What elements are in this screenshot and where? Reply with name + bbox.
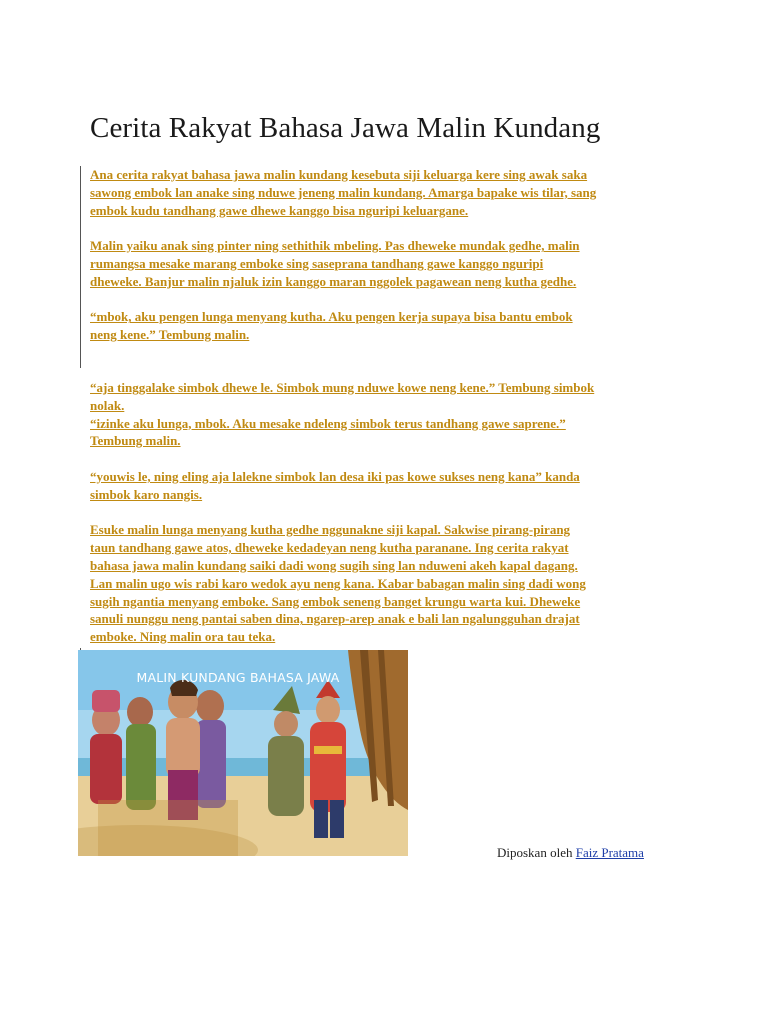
story-paragraph: Ana cerita rakyat bahasa jawa malin kundang kesebuta siji keluarga kere sing awak saka sawong embok lan anake sing nduwe jeneng malin kundang. Amarga bapake wis tilar, sang embok kudu tandhang gawe dhewe kanggo bisa nguripi keluargane. <box>90 167 597 218</box>
story-paragraph: Malin yaiku anak sing pinter ning sethithik mbeling. Pas dheweke mundak gedhe, malin rumangsa mesake marang emboke sing saseprana tandhang gawe kanggo nguripi dheweke. Banjur malin njaluk izin kanggo maran nggolek pagawean neng kutha gedhe. <box>90 238 580 289</box>
story-paragraph: Esuke malin lunga menyang kutha gedhe nggunakne siji kapal. Sakwise pirang-pirang taun tandhang gawe atos, dheweke kedadeyan neng kutha paranane. Ing cerita rakyat bahasa jawa malin kundang saiki dadi wong sugih sing lan nduweni akeh kapal dagang. Lan malin ugo wis rabi karo wedok ayu neng kana. Kabar babagan malin sing dadi wong sugih ngantia menyang emboke. Sang embok seneng banget krungu warta kui. Dheweke sanuli nunggu neng pantai saben dina, ngarep-arep anak e bali lan ngalungguhan drajat emboke. Ning malin ora tau teka. <box>90 522 586 645</box>
margin-bar <box>80 166 81 368</box>
story-paragraph: “mbok, aku pengen lunga menyang kutha. Aku pengen kerja supaya bisa bantu embok neng kene.” Tembung malin. <box>90 309 573 343</box>
posted-by <box>497 845 644 861</box>
posted-by-label: Diposkan oleh <box>497 845 573 860</box>
story-illustration <box>78 650 408 856</box>
page-title: Cerita Rakyat Bahasa Jawa Malin Kundang <box>90 112 601 144</box>
illustration-caption: MALIN KUNDANG BAHASA JAWA <box>136 670 340 685</box>
story-body <box>90 166 690 646</box>
story-paragraph: “youwis le, ning eling aja lalekne simbok lan desa iki pas kowe sukses neng kana” kanda simbok karo nangis. <box>90 468 580 502</box>
story-paragraph: “aja tinggalake simbok dhewe le. Simbok mung nduwe kowe neng kene.” Tembung simbok nolak. “izinke aku lunga, mbok. Aku mesake ndeleng simbok terus tandhang gawe saprene.” Tembung malin. <box>90 379 595 449</box>
author-link[interactable]: Faiz Pratama <box>575 845 644 860</box>
